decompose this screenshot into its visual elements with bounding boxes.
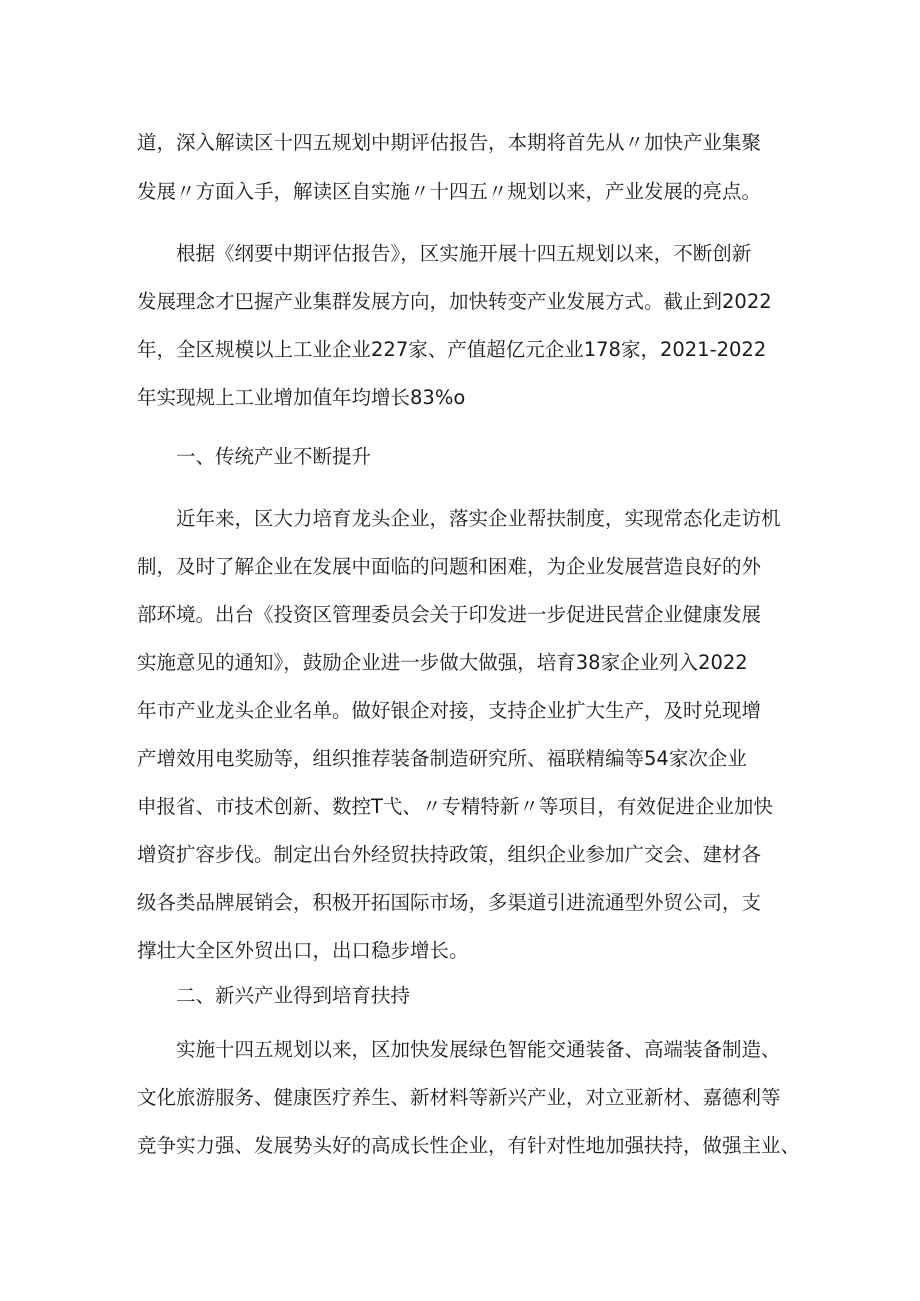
text-line: 制，及时了解企业在发展中面临的问题和困难，为企业发展营造良好的外 bbox=[137, 555, 762, 578]
text-line: 道，深入解读区十四五规划中期评估报告，本期将首先从〃加快产业集聚 bbox=[137, 131, 762, 154]
text-line: 产增效用电奖励等，组织推荐装备制造研究所、福联精编等54家次企业 bbox=[137, 747, 747, 770]
text-line: 年，全区规模以上工业企业227家、产值超亿元企业178家，2021-2022 bbox=[137, 338, 767, 361]
text-line: 实施十四五规划以来，区加快发展绿色智能交通装备、高端装备制造、 bbox=[176, 1038, 781, 1061]
text-line: 撑壮大全区外贸出口，出口稳步增长。 bbox=[137, 939, 469, 962]
text-line: 文化旅游服务、健康医疗养生、新材料等新兴产业，对立亚新材、嘉德利等 bbox=[137, 1086, 781, 1109]
text-line: 增资扩容步伐。制定出台外经贸扶持政策，组织企业参加广交会、建材各 bbox=[137, 843, 762, 866]
text-line: 申报省、市技术创新、数控T弋、〃专精特新〃等项目，有效促进企业加快 bbox=[137, 795, 773, 818]
text-line: 年实现规上工业增加值年均增长83%o bbox=[137, 386, 466, 409]
text-line: 近年来，区大力培育龙头企业，落实企业帮扶制度，实现常态化走访机 bbox=[176, 507, 781, 530]
text-line: 部环境。出台《投资区管理委员会关于印发进一步促进民营企业健康发展 bbox=[137, 603, 762, 626]
section-heading: 一、传统产业不断提升 bbox=[176, 445, 372, 468]
text-line: 根据《纲要中期评估报告》，区实施开展十四五规划以来，不断创新 bbox=[176, 242, 752, 265]
text-line: 发展理念才巴握产业集群发展方向，加快转变产业发展方式。截止到2022 bbox=[137, 290, 772, 313]
text-line: 级各类品牌展销会，积极开拓国际市场，多渠道引进流通型外贸公司，支 bbox=[137, 891, 762, 914]
text-line: 实施意见的通知》，鼓励企业进一步做大做强，培育38家企业列入2022 bbox=[137, 651, 748, 674]
section-heading: 二、新兴产业得到培育扶持 bbox=[176, 984, 411, 1007]
text-line: 发展〃方面入手，解读区自实施〃十四五〃规划以来，产业发展的亮点。 bbox=[137, 180, 762, 203]
text-line: 年市产业龙头企业名单。做好银企对接，支持企业扩大生产，及时兑现增 bbox=[137, 699, 762, 722]
text-line: 竞争实力强、发展势头好的高成长性企业，有针对性地加强扶持，做强主业、 bbox=[137, 1134, 801, 1157]
